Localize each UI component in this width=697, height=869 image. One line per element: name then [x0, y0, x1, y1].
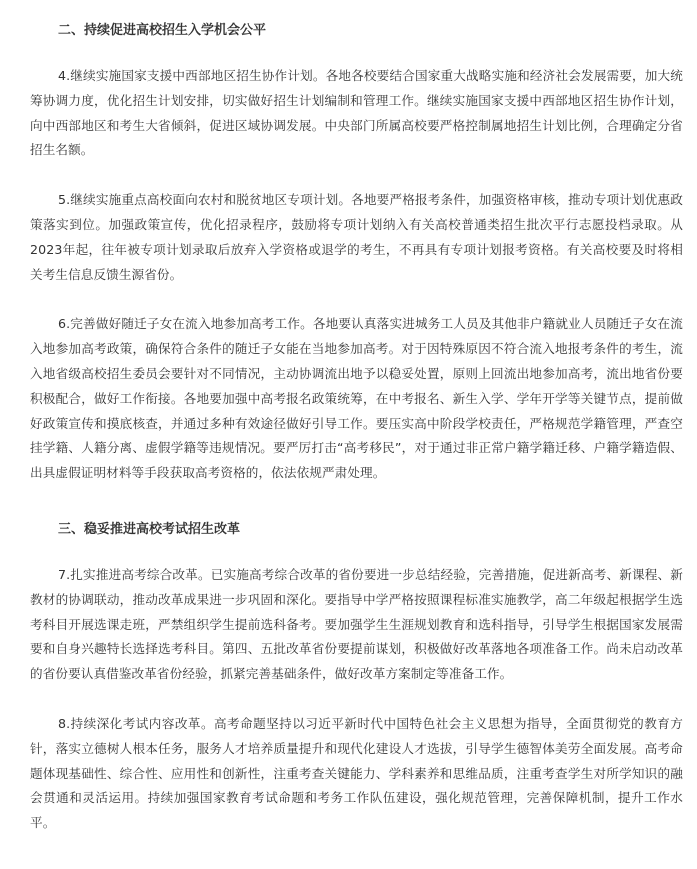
paragraph-7: 7.扎实推进高考综合改革。已实施高考综合改革的省份要进一步总结经验，完善措施，促进新高考、新课程、新教材的协调联动，推动改革成果进一步巩固和深化。要指导中学严格按照课程标准实施教学，高二年级起根据学生选考科目开展选课走班，严禁组织学生提前选科备考。要加强学生生涯规划教育和选科指导，引导学生根据国家发展需要和自身兴趣特长选择选考科目。第四、五批改革省份要提前谋划，积极做好改革落地各项准备工作。尚未启动改革的省份要认真借鉴改革省份经验，抓紧完善基础条件，做好改革方案制定等准备工作。: [30, 566, 683, 682]
paragraph-5: 5.继续实施重点高校面向农村和脱贫地区专项计划。各地要严格报考条件，加强资格审核，推动专项计划优惠政策落实到位。加强政策宣传，优化招录程序，鼓励将专项计划纳入有关高校普通类招生批次平行志愿投档录取。从2023年起，往年被专项计划录取后放弃入学资格或退学的考生，不再具有专项计划报考资格。有关高校要及时将相关考生信息反馈生源省份。: [30, 192, 683, 282]
paragraph-6: 6.完善做好随迁子女在流入地参加高考工作。各地要认真落实进城务工人员及其他非户籍就业人员随迁子女在流入地参加高考政策，确保符合条件的随迁子女能在当地参加高考。对于因特殊原因不符合流入地报考条件的考生，流入地省级高校招生委员会要针对不同情况，主动协调流出地予以稳妥处置，原则上回流出地参加高考，流出地省份要积极配合，做好工作衔接。各地要加强中高考报名政策统筹，在中考报名、新生入学、学年开学等关键节点，提前做好政策宣传和摸底核查，并通过多种有效途径做好引导工作。要压实高中阶段学校责任，严格规范学籍管理，严查空挂学籍、人籍分离、虚假学籍等违规情况。要严厉打击“高考移民”，对于通过非正常户籍学籍迁移、户籍学籍造假、出具虚假证明材料等手段获取高考资格的，依法依规严肃处理。: [30, 316, 683, 481]
paragraph-4: 4.继续实施国家支援中西部地区招生协作计划。各地各校要结合国家重大战略实施和经济社会发展需要，加大统筹协调力度，优化招生计划安排，切实做好招生计划编制和管理工作。继续实施国家支援中西部地区招生协作计划，向中西部地区和考生大省倾斜，促进区域协调发展。中央部门所属高校要严格控制属地招生计划比例，合理确定分省招生名额。: [30, 68, 683, 158]
section-heading-2: 二、持续促进高校招生入学机会公平: [58, 23, 267, 38]
paragraph-8: 8.持续深化考试内容改革。高考命题坚持以习近平新时代中国特色社会主义思想为指导，全面贯彻党的教育方针，落实立德树人根本任务，服务人才培养质量提升和现代化建设人才选拔，引导学生德智体美劳全面发展。高考命题体现基础性、综合性、应用性和创新性，注重考查关键能力、学科素养和思维品质，注重考查学生对所学知识的融会贯通和灵活运用。持续加强国家教育考试命题和考务工作队伍建设，强化规范管理，完善保障机制，提升工作水平。: [30, 715, 683, 831]
section-heading-3: 三、稳妥推进高校考试招生改革: [58, 521, 241, 537]
